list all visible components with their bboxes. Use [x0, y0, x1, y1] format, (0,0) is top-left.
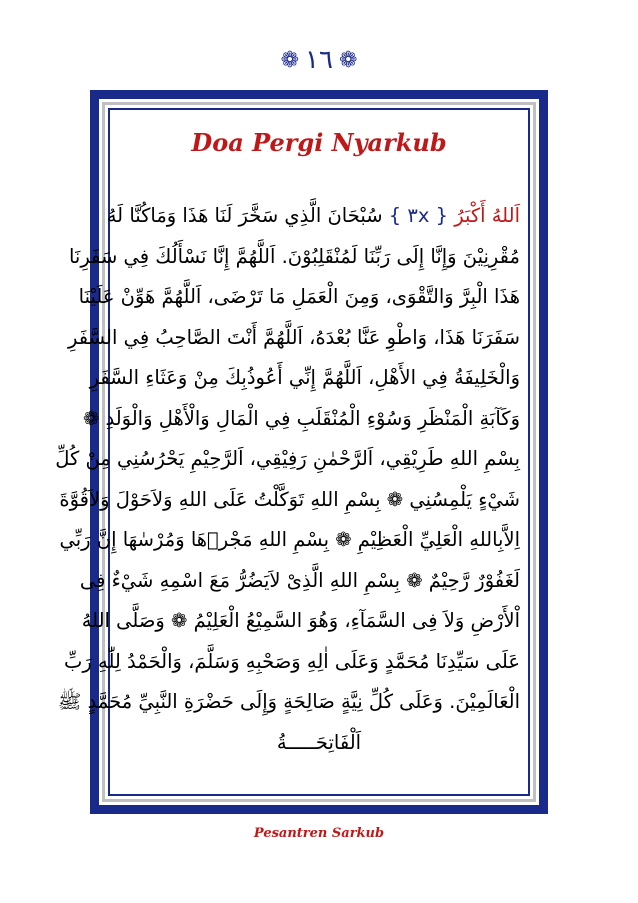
- closing-text: اَلْفَاتِحَـــــةُ: [276, 730, 362, 754]
- ornament-icon: ❁: [280, 47, 300, 73]
- prayer-line: شَيْءٍ يَلْمِسُنِي ❁ بِسْمِ اللهِ تَوَكَّلْتُ عَلَى اللهِ وَلاَحَوْلَ وَلاَقُوَّةَ: [59, 487, 520, 511]
- prayer-line: [106, 196, 520, 237]
- repeat-count: { ٣x }: [388, 204, 448, 227]
- prayer-line: الْعَالَمِيْنَ. وَعَلَى كُلِّ نِيَّةٍ صَالِحَةٍ وَإِلَى حَضْرَةِ النَّبِيِّ مُحَمَّدٍ ﷺ: [57, 690, 520, 713]
- page-title: Doa Pergi Nyarkub: [191, 128, 447, 157]
- ornament-icon: ❁: [338, 47, 358, 73]
- prayer-line: بِسْمِ اللهِ طَرِيْقِي، اَلرَّحْمٰنِ رَفِيْقِي، اَلرَّحِيْمِ يَحْرُسُنِي مِنْ كُلِّ: [55, 447, 520, 470]
- prayer-text: [55, 196, 520, 763]
- prayer-line: وَالْخَلِيفَةُ فِي الأَهْلِ، اَللَّهُمَّ إِنِّي أَعُوذُبِكَ مِنْ وَعَثَاءِ السَّفَرِ: [89, 366, 520, 389]
- prayer-line-text: سُبْحَانَ الَّذِي سَخَّرَ لَنَا هَذَا وَمَاكُنَّا لَهُ: [106, 204, 383, 227]
- page-number: ١٦: [305, 45, 333, 75]
- prayer-line: وَكَآبَةِ الْمَنْظَرِ وَسُوْءِ الْمُنْقَلَبِ فِي الْمَالِ وَالْأَهْلِ وَالْوَلَدِ ❁: [82, 406, 520, 430]
- prayer-line: هَذَا الْبِرَّ وَالتَّقْوَى، وَمِنَ الْعَمَلِ مَا تَرْضَى، اَللَّهُمَّ هَوِّنْ عَلَيْنَا: [78, 285, 520, 308]
- prayer-line: مُقْرِنِيْنَ وَإِنَّا إِلَى رَبِّنَا لَمُنْقَلِبُوْنَ. اَللَّهُمَّ إِنَّا نَسْأَلُكَ فِي سَفَرِنَا: [68, 244, 520, 268]
- takbir-text: اَللهُ أَكْبَرُ: [454, 204, 520, 227]
- prayer-line: عَلَى سَيِّدِنَا مُحَمَّدٍ وَعَلَى اٰلِهِ وَصَحْبِهِ وَسَلَّمَ، وَالْحَمْدُ لِلّٰهِ رَبِّ: [64, 649, 520, 673]
- prayer-line: لَغَفُوْرٌ رَّحِيْمٌ ❁ بِسْمِ اللهِ الَّذِىْ لاَيَضُرُّ مَعَ اسْمِهِ شَيْءٌ فِى: [79, 568, 520, 592]
- prayer-line: اْلأَرْضِ وَلاَ فِى السَّمَآءِ، وَهُوَ السَّمِيْعُ الْعَلِيْمُ ❁ وَصَلَّى اللهُ: [81, 609, 520, 632]
- prayer-line: اِلاَّبِاللهِ الْعَلِيِّ الْعَظِيْمِ ❁ بِسْمِ اللهِ مَجْرٖهَا وَمُرْسٰهَا إِنَّ رَبِّي: [59, 528, 520, 551]
- prayer-line: سَفَرَنَا هَذَا، وَاطْوِ عَنَّا بُعْدَهُ، اَللَّهُمَّ أَنْتَ الصَّاحِبُ فِي السَّفَرِ: [68, 325, 520, 349]
- page-number-header: [254, 40, 384, 80]
- footer-text: Pesantren Sarkub: [253, 826, 385, 841]
